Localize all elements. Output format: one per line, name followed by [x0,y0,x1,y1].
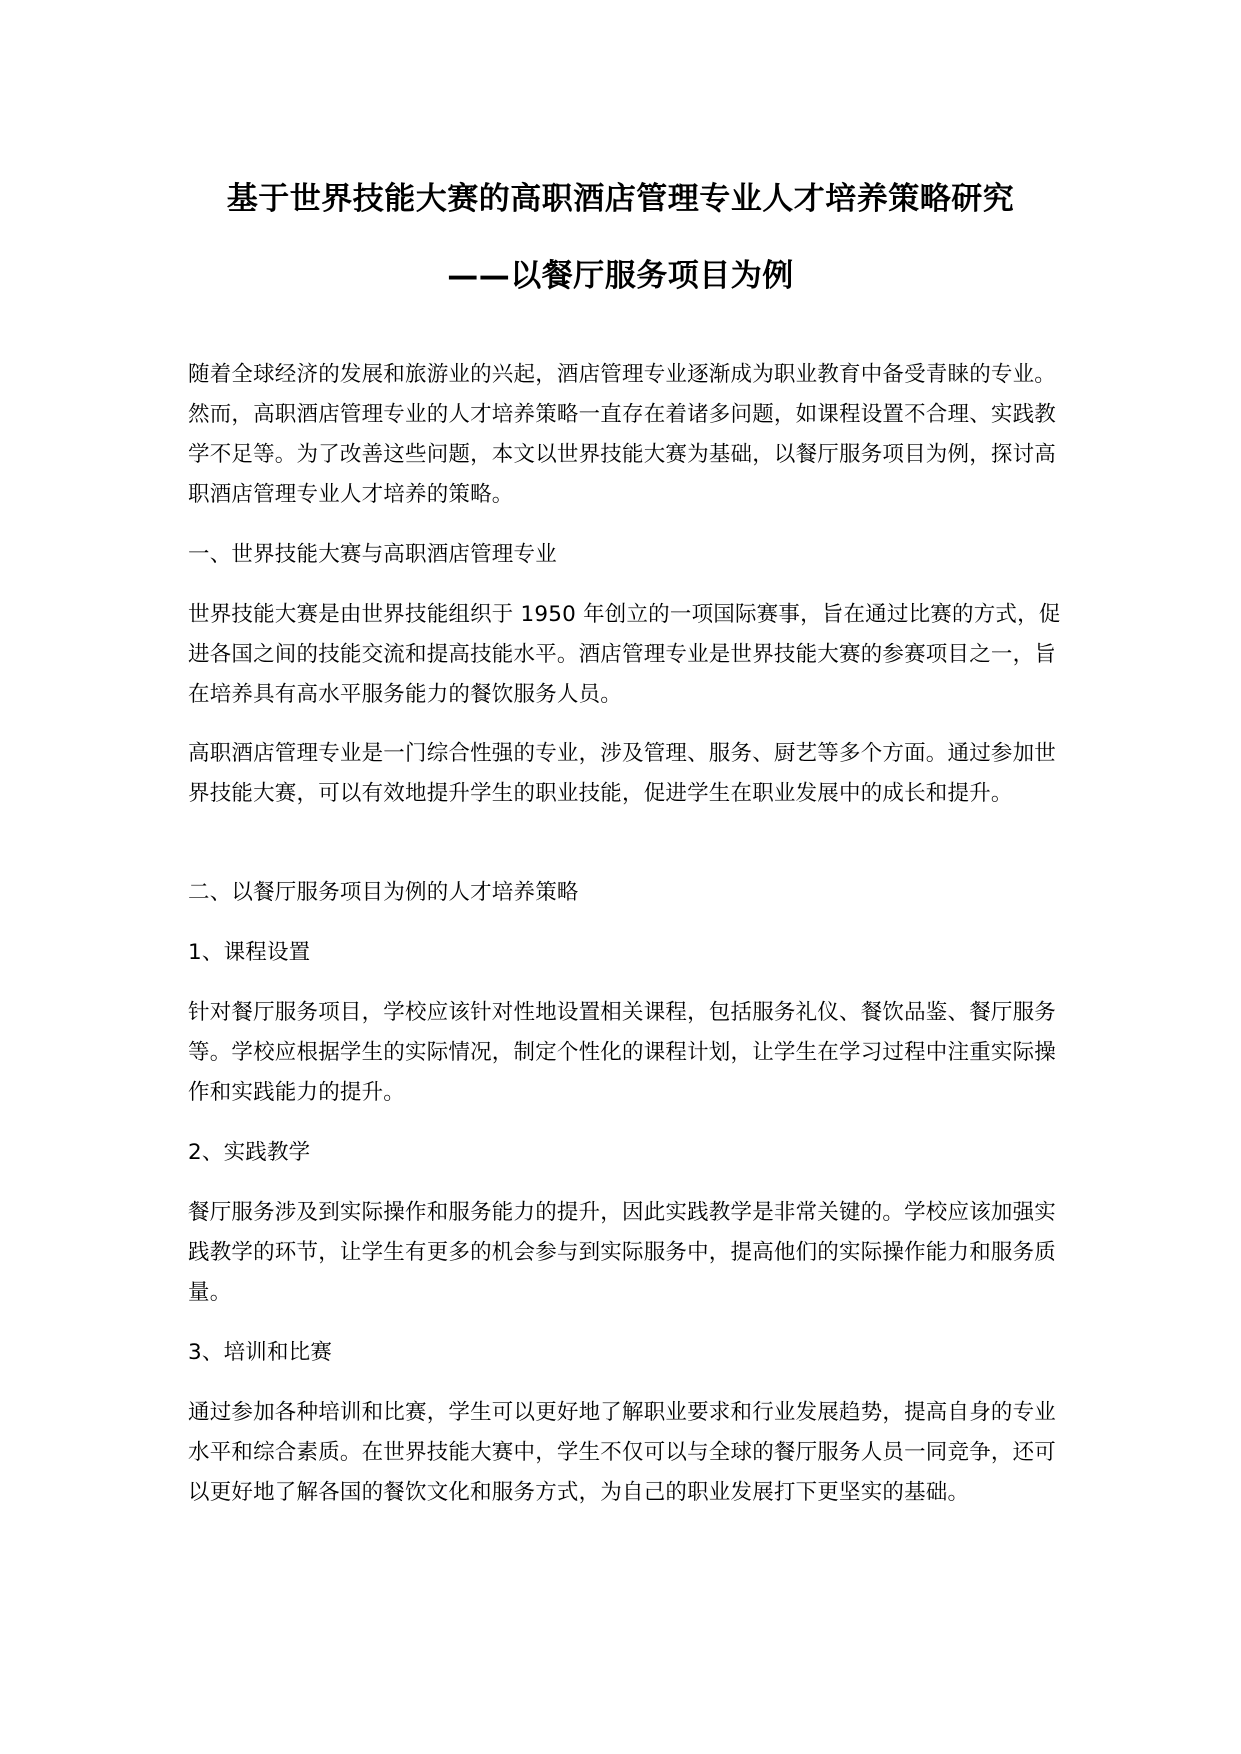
section-1-heading: 一、世界技能大赛与高职酒店管理专业 [188,542,557,567]
subsection-1-heading: 1、课程设置 [188,940,311,965]
subsection-2-heading: 2、实践教学 [188,1140,311,1165]
intro-paragraph: 随着全球经济的发展和旅游业的兴起，酒店管理专业逐渐成为职业教育中备受青睐的专业。然而，高职酒店管理专业的人才培养策略一直存在着诸多问题，如课程设置不合理、实践教学不足等。为了改善这些问题，本文以世界技能大赛为基础，以餐厅服务项目为例，探讨高职酒店管理专业人才培养的策略。 [188,362,1057,507]
document-subtitle: ——以餐厅服务项目为例 [447,258,794,294]
section-1-paragraph-2: 高职酒店管理专业是一门综合性强的专业，涉及管理、服务、厨艺等多个方面。通过参加世界技能大赛，可以有效地提升学生的职业技能，促进学生在职业发展中的成长和提升。 [188,741,1057,806]
subsection-2-paragraph: 餐厅服务涉及到实际操作和服务能力的提升，因此实践教学是非常关键的。学校应该加强实践教学的环节，让学生有更多的机会参与到实际服务中，提高他们的实际操作能力和服务质量。 [188,1200,1057,1305]
subsection-1-paragraph: 针对餐厅服务项目，学校应该针对性地设置相关课程，包括服务礼仪、餐饮品鉴、餐厅服务等。学校应根据学生的实际情况，制定个性化的课程计划，让学生在学习过程中注重实际操作和实践能力的提升。 [188,1000,1057,1105]
section-2-heading: 二、以餐厅服务项目为例的人才培养策略 [188,880,579,905]
subsection-3-paragraph: 通过参加各种培训和比赛，学生可以更好地了解职业要求和行业发展趋势，提高自身的专业水平和综合素质。在世界技能大赛中，学生不仅可以与全球的餐厅服务人员一同竞争，还可以更好地了解各国的餐饮文化和服务方式，为自己的职业发展打下更坚实的基础。 [188,1400,1057,1505]
document-title: 基于世界技能大赛的高职酒店管理专业人才培养策略研究 [226,181,1015,217]
section-1-paragraph-1: 世界技能大赛是由世界技能组织于 1950 年创立的一项国际赛事，旨在通过比赛的方式，促进各国之间的技能交流和提高技能水平。酒店管理专业是世界技能大赛的参赛项目之一，旨在培养具有高水平服务能力的餐饮服务人员。 [188,602,1061,707]
subsection-3-heading: 3、培训和比赛 [188,1340,333,1365]
